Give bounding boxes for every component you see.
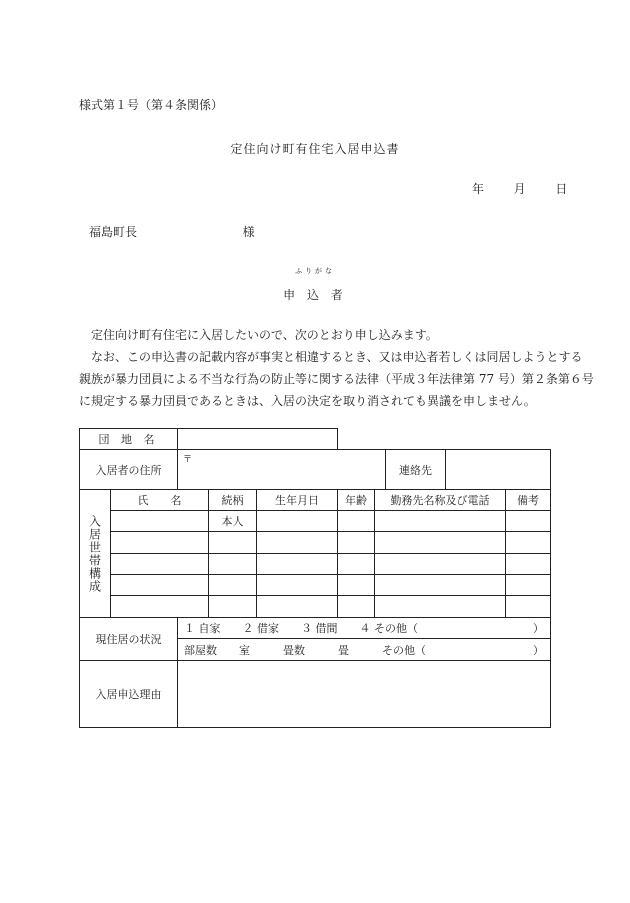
addressee (89, 223, 255, 240)
applicant-label: 申 込 者 (283, 288, 347, 302)
residence-options-text: １ 自家 ２ 借家 ３ 借間 ４ その他（ (184, 622, 418, 635)
relation-self: 本人 (221, 515, 244, 528)
date-year: 年 (472, 182, 485, 196)
date-line (472, 180, 567, 197)
residence-options (184, 618, 544, 638)
date-month: 月 (513, 182, 526, 196)
current-residence-label: 現住居の状況 (95, 633, 162, 646)
postal-mark: 〒 (183, 455, 193, 465)
rooms-line-text: 部屋数 室 畳数 畳 その他（ (184, 643, 426, 657)
paragraph-1: 定住向け町有住宅に入居したいので、次のとおり申し込みます。 (91, 328, 438, 342)
complex-name-field[interactable] (178, 429, 337, 449)
complex-name-label: 団 地 名 (98, 433, 159, 446)
paragraph-2-line-1: なお、この申込書の記載内容が事実と相違するとき、又は申込者若しくは同居しようとする (91, 350, 583, 364)
form-number: 様式第１号（第４条関係） (79, 98, 224, 112)
document-title: 定住向け町有住宅入居申込書 (230, 142, 400, 156)
column-workplace: 勤務先名称及び電話 (390, 494, 490, 507)
column-remarks: 備考 (517, 494, 539, 507)
reason-field[interactable] (178, 661, 550, 727)
addressee-suffix: 様 (242, 225, 255, 239)
paragraph-2-line-3: に規定する暴力団員であるときは、入居の決定を取り消されても異議を申しません。 (79, 394, 536, 408)
reason-label: 入居申込理由 (95, 688, 162, 701)
date-day: 日 (555, 182, 568, 196)
household-label: 入居世帯構成 (87, 514, 102, 593)
column-birthdate: 生年月日 (275, 494, 319, 507)
address-field[interactable] (178, 464, 385, 488)
column-name: 氏 名 (137, 494, 182, 507)
contact-field[interactable] (446, 450, 550, 489)
contact-label: 連絡先 (399, 463, 432, 477)
furigana-label: ふりがな (295, 267, 335, 275)
column-relation: 続柄 (221, 494, 244, 507)
rooms-line (184, 639, 544, 660)
address-label: 入居者の住所 (95, 463, 162, 477)
addressee-name: 福島町長 (89, 225, 138, 239)
residence-options-close: ） (533, 622, 544, 635)
paragraph-2-line-2: 親族が暴力団員による不当な行為の防止等に関する法律（平成３年法律第 77 号）第２条第６号 (79, 372, 594, 386)
column-age: 年齢 (345, 494, 367, 507)
rooms-line-close: ） (533, 643, 544, 657)
